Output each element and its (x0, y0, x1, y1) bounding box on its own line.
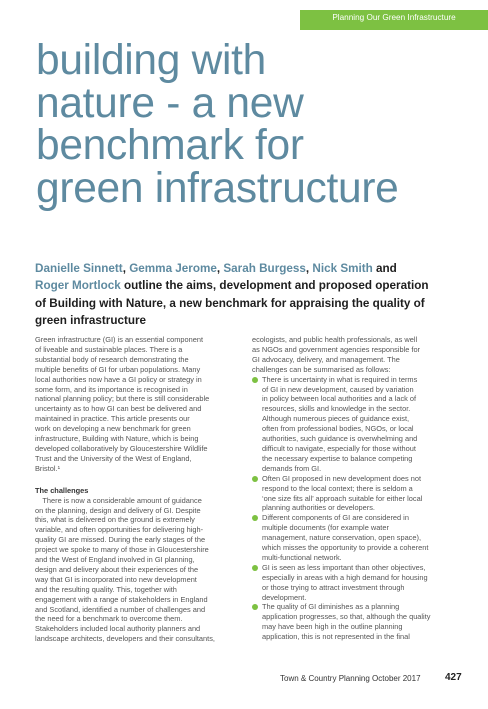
text-line: design and delivery about their experiences of the (35, 564, 199, 574)
publication-name: Town & Country Planning October 2017 (280, 674, 421, 683)
text-line: GI is seen as less important than other objectives, (262, 562, 426, 572)
author-name: Danielle Sinnett (35, 262, 123, 275)
text-line: Trust and the University of the West of England, (35, 453, 192, 463)
text-line: Often GI proposed in new development does not (262, 473, 421, 483)
text-line: Bristol.¹ (35, 463, 61, 473)
author-name: Roger Mortlock (35, 279, 121, 293)
page-number: 427 (445, 672, 462, 683)
text-line: development. (262, 592, 307, 602)
title-line: building with (36, 37, 266, 84)
text-line: especially in areas with a high demand for housing (262, 572, 428, 582)
standfirst-line-3: of Building with Nature, a new benchmark for appraising the quality of (35, 296, 425, 310)
text-line: ‘one size fits all’ approach suitable for either local (262, 493, 423, 503)
author-name: Gemma Jerome (129, 262, 217, 275)
text-line: and the resulting quality. This, together with (35, 584, 177, 594)
text-line: variable, and often opportunities for delivering high- (35, 525, 204, 535)
text-line: project we spoke to many of those in Gloucestershire (35, 545, 209, 555)
body-column-right (252, 335, 462, 642)
text-line: of GI in new development, caused by variation (262, 384, 414, 394)
text-line: There is now a considerable amount of guidance (35, 495, 202, 505)
section-heading: The challenges (35, 485, 89, 495)
text-line: the necessary expertise to balance competing (262, 453, 413, 463)
text-line: maintained in practice. This article presents our (35, 414, 190, 424)
text-line: ecologists, and public health professionals, as well (252, 335, 418, 344)
author-name: Nick Smith (312, 262, 373, 275)
text-line: respond to the local context; there is seldom a (262, 483, 413, 493)
text-line: way that GI is incorporated into new development (35, 574, 197, 584)
body-column-left (35, 335, 245, 644)
standfirst-text: outline the aims, development and proposed operation (120, 279, 429, 293)
text-line: and the West of England involved in GI planning, (35, 555, 195, 565)
bullet-item (252, 474, 462, 514)
text-line: developed collaboratively by Gloucestershire Wildlife (35, 443, 208, 453)
bullet-icon (252, 604, 258, 610)
text-line: the need for a benchmark to overcome them. (35, 614, 183, 624)
title-line: green infrastructure (36, 164, 399, 212)
text-line: There is uncertainty in what is required in terms (262, 374, 418, 384)
text-line: application progresses, so that, although the quality (262, 612, 431, 622)
text-line: substantial body of research demonstrating the (35, 354, 189, 364)
text-line: management, nature conservation, open space), (262, 533, 421, 543)
author-separator: , (305, 262, 313, 275)
text-line: difficult to navigate, especially for those without (262, 443, 416, 453)
section-header-bar (300, 10, 488, 30)
author-separator: , (122, 262, 130, 275)
text-line: demands from GI. (262, 463, 322, 473)
text-line: as NGOs and government agencies responsible for (252, 344, 421, 354)
text-line: planning authorities or developers. (262, 503, 375, 513)
bullet-icon (252, 377, 258, 383)
article-title (36, 37, 486, 212)
text-line: national planning policy; but there is still considerable (35, 394, 210, 404)
text-line: Different components of GI are considered in (262, 513, 409, 523)
text-line: Green infrastructure (GI) is an essential component (35, 335, 204, 344)
bullet-icon (252, 565, 258, 571)
text-line: work on developing a new benchmark for green (35, 424, 191, 434)
text-line: of liveable and sustainable places. There is a (35, 344, 183, 354)
page-footer (280, 674, 462, 683)
bullet-item (252, 563, 462, 603)
author-name: Sarah Burgess (223, 262, 306, 275)
text-line: landscape architects, developers and their consultants, (35, 634, 215, 644)
text-line: The quality of GI diminishes as a planning (262, 602, 400, 612)
text-line: Although numerous pieces of guidance exist, (262, 414, 410, 424)
author-and: and (372, 262, 397, 275)
text-line: Stakeholders included local authority planners and (35, 624, 201, 634)
challenges-paragraph (35, 496, 245, 645)
intro-paragraph (252, 335, 462, 375)
section-label: Planning Our Green Infrastructure (332, 13, 456, 22)
text-line: quality GI are missed. During the early stages of the (35, 535, 206, 545)
bullet-icon (252, 515, 258, 521)
text-line: multi-functional network. (262, 552, 342, 562)
text-line: or those trying to attract investment through (262, 582, 405, 592)
text-line: some form, and its importance is recognised in (35, 384, 188, 394)
bullet-item (252, 602, 462, 642)
text-line: application, this is not represented in the final (262, 632, 410, 642)
text-line: in policy between local authorities and a lack of (262, 394, 417, 404)
text-line: which misses the opportunity to provide a coherent (262, 543, 429, 553)
author-separator: , (216, 262, 224, 275)
text-line: GI advocacy, delivery, and management. The (252, 354, 400, 364)
text-line: resources, skills and knowledge in the sector. (262, 404, 411, 414)
standfirst-line-1 (35, 260, 465, 277)
text-line: authorities, such guidance is overwhelming and (262, 434, 418, 444)
intro-paragraph (35, 335, 245, 474)
bullet-item (252, 375, 462, 474)
text-line: multiple documents (for example water (262, 523, 389, 533)
standfirst-line-4: green infrastructure (35, 314, 147, 328)
standfirst (35, 260, 465, 330)
text-line: engagement with a range of stakeholders in England (35, 594, 208, 604)
title-line: nature - a new (36, 79, 304, 127)
text-line: local authorities now have a GI policy or strategy in (35, 374, 202, 384)
text-line: infrastructure, Building with Nature, which is being (35, 434, 199, 444)
bullet-item (252, 513, 462, 563)
text-line: this, what is delivered on the ground is extremely (35, 515, 195, 525)
title-line: benchmark for (36, 122, 304, 169)
text-line: often from professional bodies, NGOs, or local (262, 424, 414, 434)
text-line: uncertainty as to how GI can best be delivered and (35, 404, 202, 414)
text-line: and Scotland, identified a number of challenges and (35, 604, 206, 614)
text-line: multiple benefits of GI for urban populations. Many (35, 364, 201, 374)
text-line: may have been high in the outline planning (262, 622, 403, 632)
text-line: challenges can be summarised as follows: (252, 364, 391, 374)
text-line: on the planning, design and delivery of GI. Despite (35, 505, 201, 515)
bullet-icon (252, 476, 258, 482)
standfirst-line-2 (35, 277, 465, 294)
